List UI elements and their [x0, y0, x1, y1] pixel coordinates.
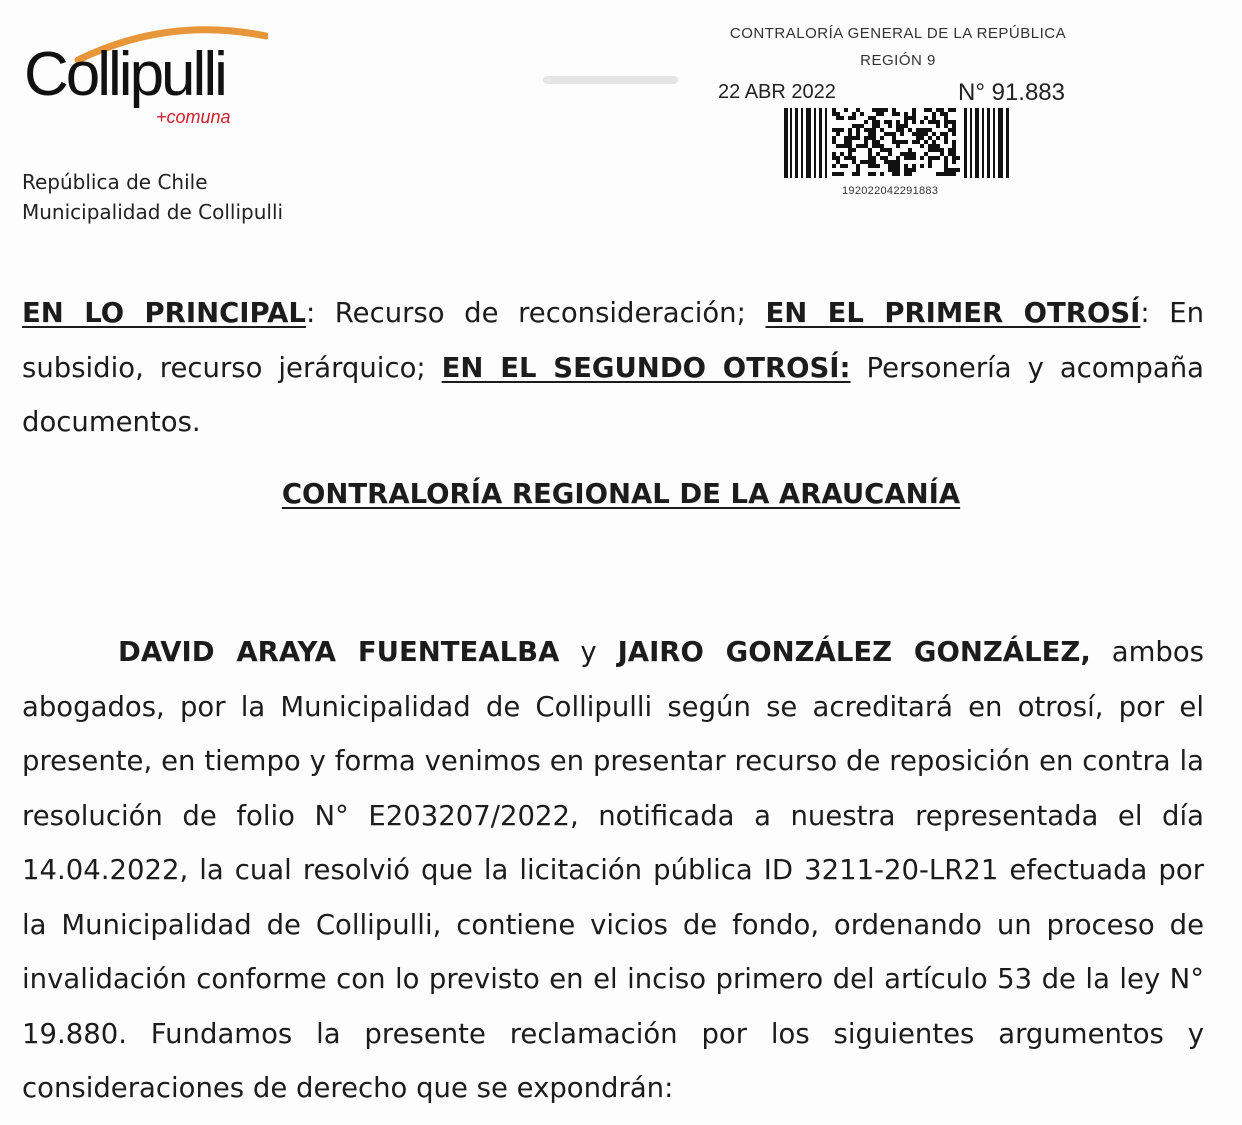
logo-tagline: +comuna — [156, 107, 231, 127]
logo-wordmark: Collipulli — [24, 40, 225, 109]
header-municipality: Municipalidad de Collipulli — [22, 200, 284, 224]
header-country: República de Chile — [22, 170, 208, 194]
recipient-heading: CONTRALORÍA REGIONAL DE LA ARAUCANÍA — [281, 478, 961, 510]
stamp-number: N° 91.883 — [958, 79, 1066, 106]
stamp-region: REGIÓN 9 — [860, 52, 936, 69]
barcode-digits: 192022042291883 — [842, 185, 939, 197]
body-connector: y — [559, 636, 618, 668]
body-text: ambos abogados, por la Municipalidad de Collipulli según se acreditará en otrosí, por el presente, en tiempo y forma venimos en presentar recurso de reposición en contra la resolución de folio N° E203207/2022, notificada a nuestra representada el día 14.04.2022, la cual resolvió que la licitación pública ID 3211-20-LR21 efectuada por la Municipalidad de Collipulli, contiene vicios de fondo, ordenando un proceso de invalidación conforme con lo previsto en el inciso primero del artículo 53 de la ley N° 19.880. Fundamos la presente reclamación por los siguientes argumentos y consideraciones de derecho que se expondrán: — [22, 636, 1204, 1104]
summary-label-second-otrosi: EN EL SEGUNDO OTROSÍ: — [441, 351, 851, 384]
summary-text-second-otrosi: Personería y acompaña documentos. — [22, 351, 1204, 438]
summary-paragraph — [22, 286, 1204, 450]
body-name-1: DAVID ARAYA FUENTEALBA — [118, 636, 560, 668]
summary-text-first-otrosi: : En subsidio, recurso jerárquico; — [22, 297, 1204, 384]
body-name-2: JAIRO GONZÁLEZ GONZÁLEZ, — [617, 636, 1091, 668]
stamp-institution: CONTRALORÍA GENERAL DE LA REPÚBLICA — [729, 25, 1067, 42]
summary-text-principal: : Recurso de reconsideración; — [305, 297, 766, 329]
stamp-barcode — [784, 108, 1012, 182]
summary-label-first-otrosi: EN EL PRIMER OTROSÍ — [765, 297, 1141, 329]
summary-label-principal: EN LO PRINCIPAL — [22, 297, 306, 329]
faint-stamp-mark — [543, 72, 678, 88]
stamp-date: 22 ABR 2022 — [718, 81, 836, 103]
body-paragraph — [22, 625, 1204, 1116]
